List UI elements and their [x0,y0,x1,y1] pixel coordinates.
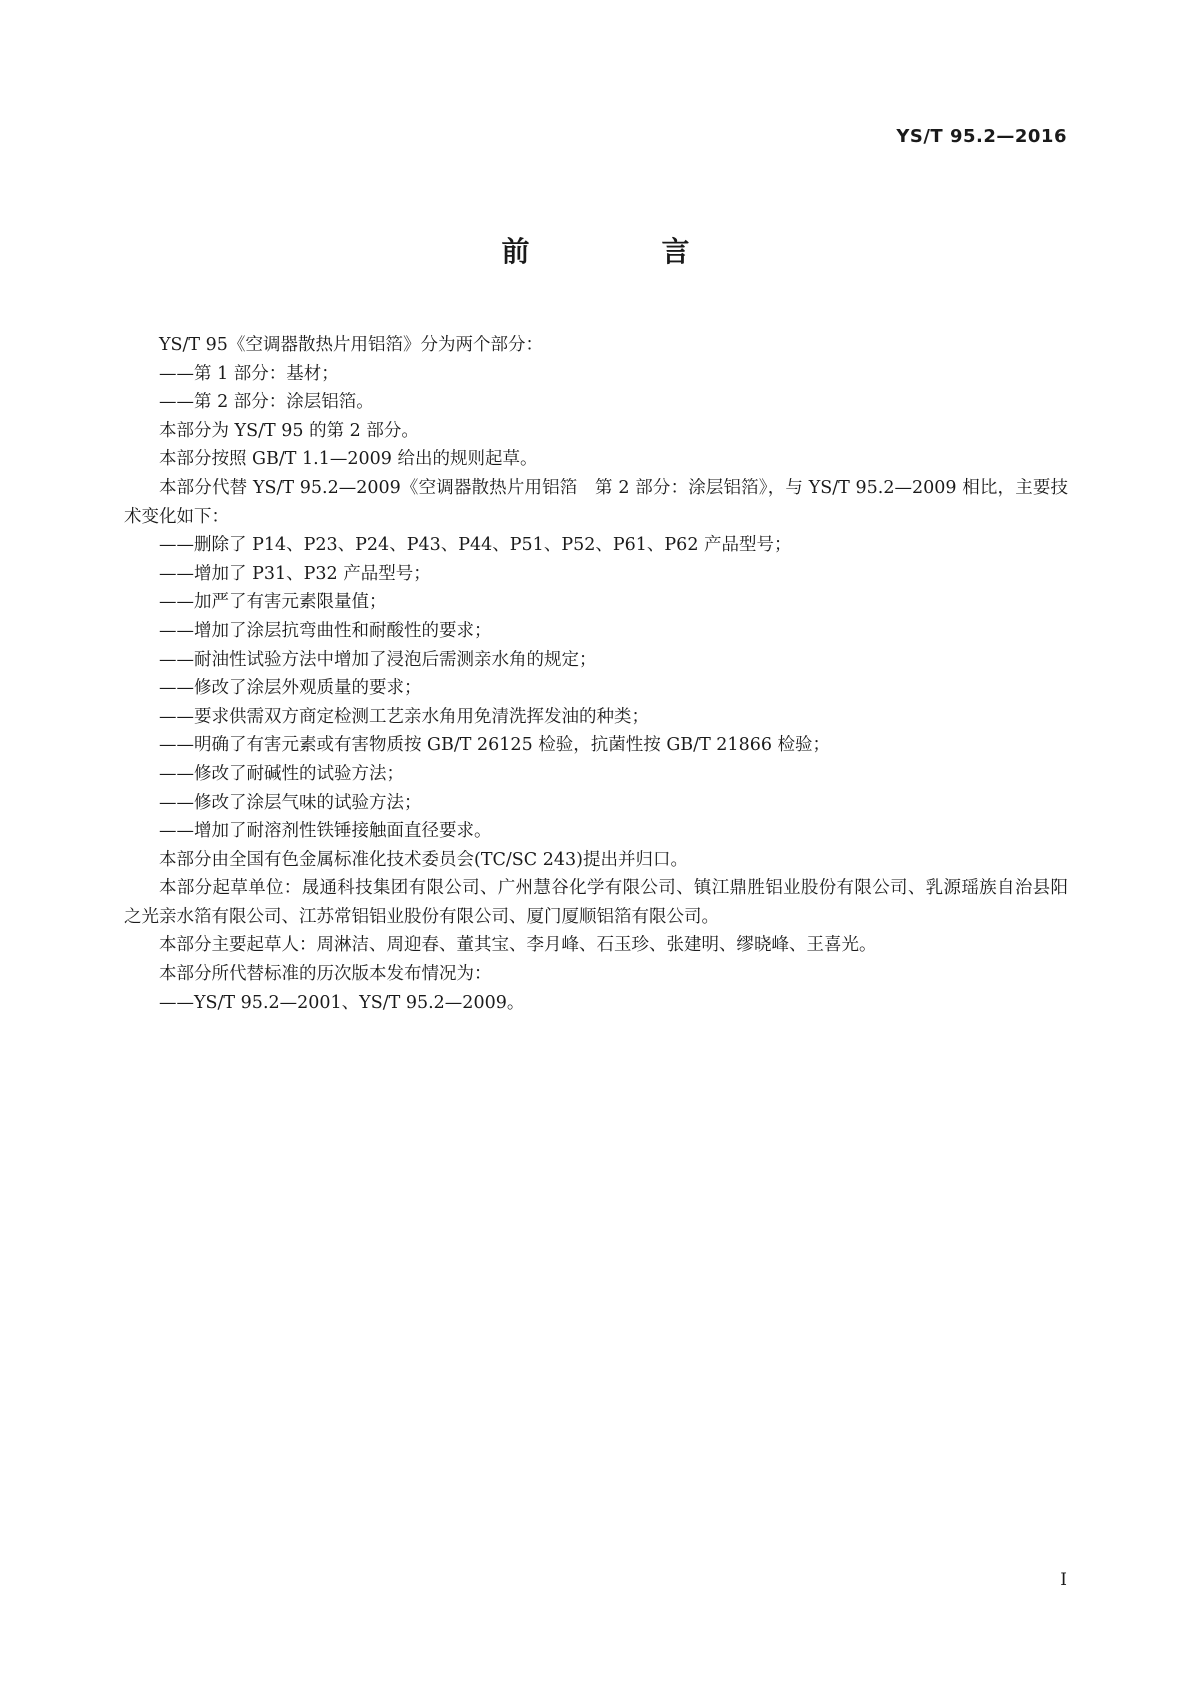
foreword-body [124,331,1068,1017]
list-item: ——增加了涂层抗弯曲性和耐酸性的要求； [159,620,492,641]
document-number: YS/T 95.2—2016 [896,126,1067,147]
list-item: ——耐油性试验方法中增加了浸泡后需测亲水角的规定； [159,649,597,670]
list-item: ——修改了涂层外观质量的要求； [159,678,422,699]
paragraph: 本部分所代替标准的历次版本发布情况为： [159,964,492,985]
list-item: ——修改了涂层气味的试验方法； [159,792,422,813]
list-item: ——增加了耐溶剂性铁锤接触面直径要求。 [159,821,492,842]
paragraph: 本部分按照 GB/T 1.1—2009 给出的规则起草。 [159,449,538,470]
paragraph: YS/T 95《空调器散热片用铝箔》分为两个部分： [159,335,543,355]
list-item: ——加严了有害元素限量值； [159,592,387,613]
paragraph: 本部分为 YS/T 95 的第 2 部分。 [159,420,419,441]
page-number: I [1060,1570,1067,1590]
paragraph: 本部分起草单位：晟通科技集团有限公司、广州慧谷化学有限公司、镇江鼎胜铝业股份有限公司、乳源瑶族自治县阳之光亲水箔有限公司、江苏常铝铝业股份有限公司、厦门厦顺铝箔有限公司。 [124,878,1068,927]
list-item: ——删除了 P14、P23、P24、P43、P44、P51、P52、P61、P62 产品型号； [159,535,792,556]
list-item: ——修改了耐碱性的试验方法； [159,763,404,784]
list-item: ——第 2 部分：涂层铝箔。 [159,392,374,413]
paragraph: 本部分代替 YS/T 95.2—2009《空调器散热片用铝箔 第 2 部分：涂层铝箔》，与 YS/T 95.2—2009 相比，主要技术变化如下： [124,477,1068,527]
list-item: ——明确了有害元素或有害物质按 GB/T 26125 检验，抗菌性按 GB/T 21866 检验； [159,735,831,756]
list-item: ——第 1 部分：基材； [159,363,339,384]
paragraph: 本部分主要起草人：周淋洁、周迎春、董其宝、李月峰、石玉珍、张建明、缪晓峰、王喜光。 [159,935,877,956]
list-item: ——增加了 P31、P32 产品型号； [159,563,431,584]
page-title: 前 言 [501,235,742,268]
list-item: ——YS/T 95.2—2001、YS/T 95.2—2009。 [159,992,525,1013]
list-item: ——要求供需双方商定检测工艺亲水角用免清洗挥发油的种类； [159,706,649,727]
paragraph: 本部分由全国有色金属标准化技术委员会(TC/SC 243)提出并归口。 [159,849,688,870]
